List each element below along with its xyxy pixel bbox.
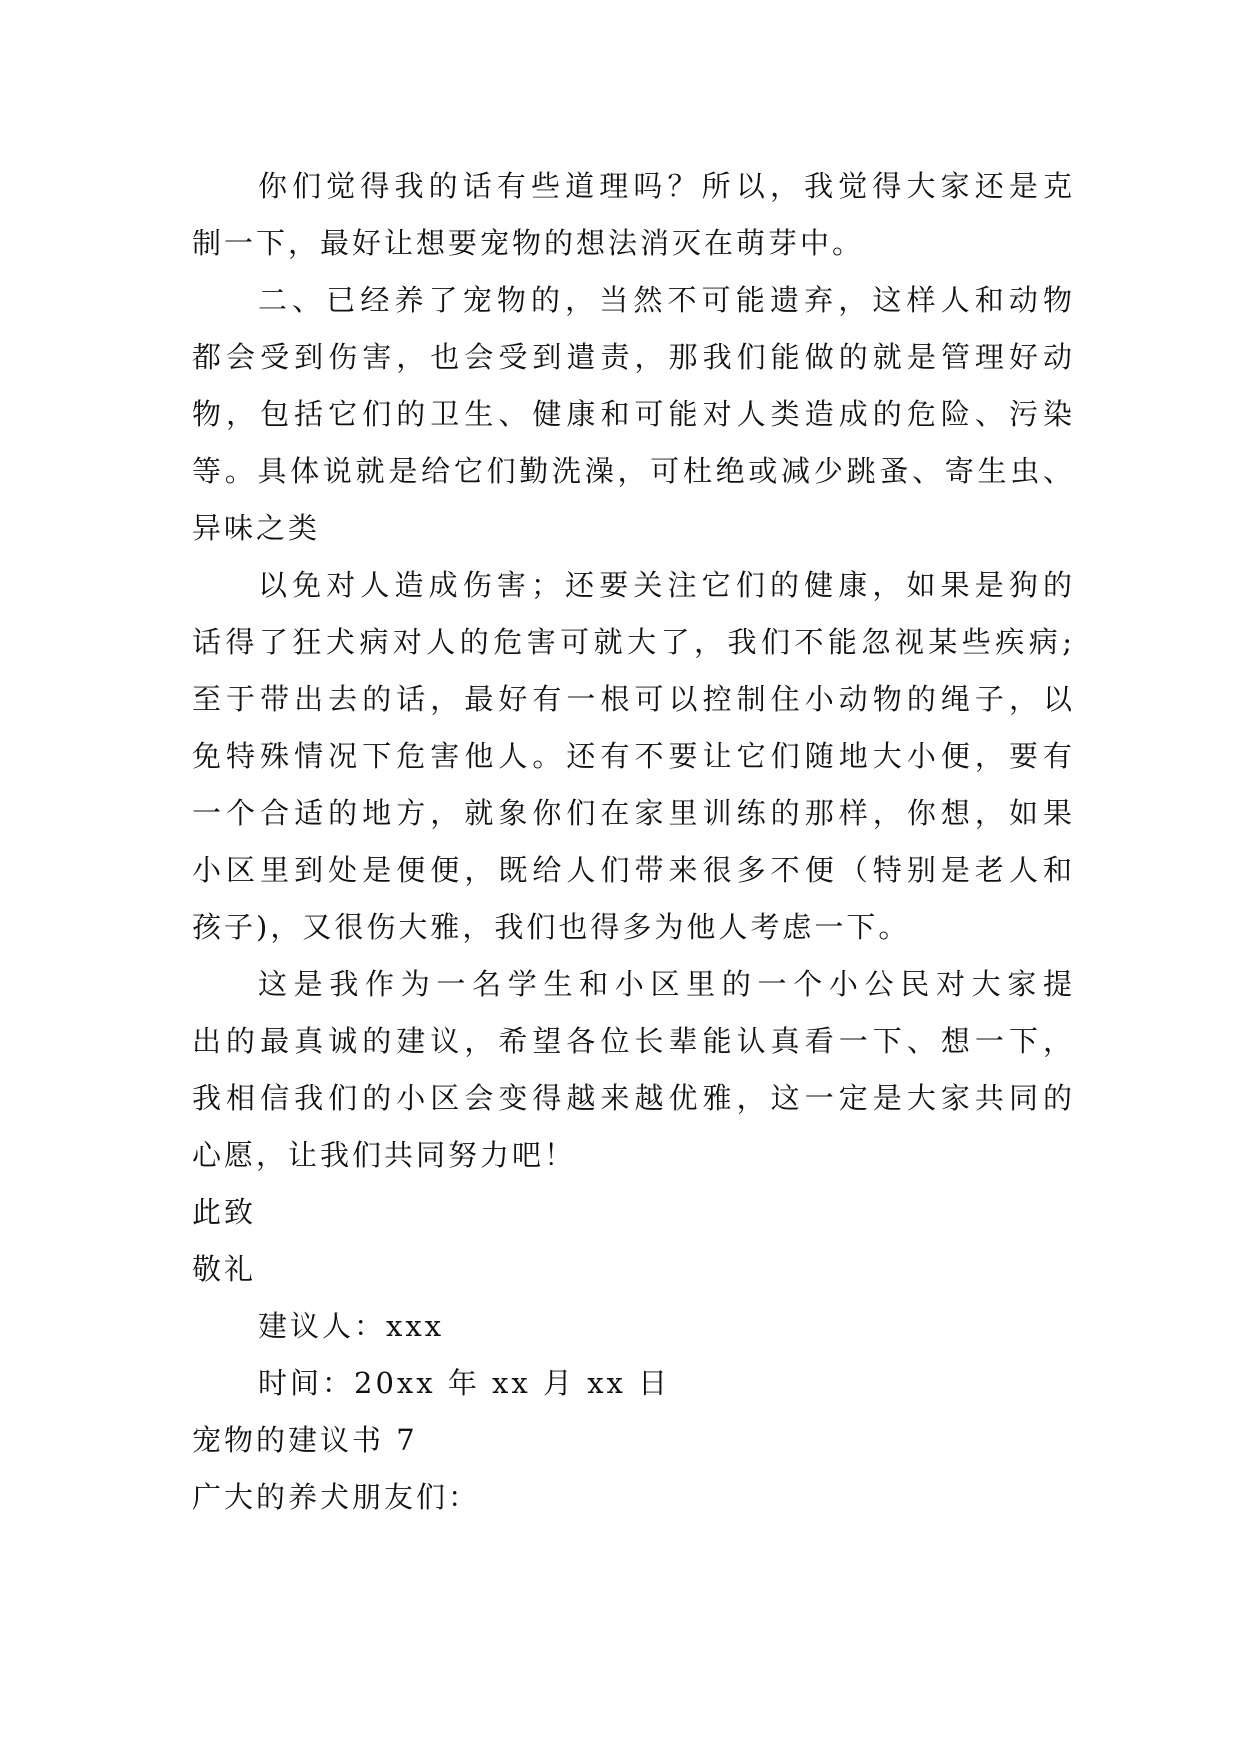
signature-author: 建议人：xxx — [258, 1309, 445, 1343]
paragraph-line: 物，包括它们的卫生、健康和可能对人类造成的危险、污染 — [192, 397, 1072, 431]
closing-salutation: 此致 — [192, 1195, 257, 1229]
paragraph-line: 免特殊情况下危害他人。还有不要让它们随地大小便，要有 — [192, 739, 1072, 773]
paragraph-line: 异味之类 — [192, 511, 321, 545]
paragraph-line: 二、已经养了宠物的，当然不可能遗弃，这样人和动物 — [258, 283, 1072, 317]
paragraph-line: 心愿，让我们共同努力吧！ — [192, 1138, 577, 1172]
paragraph-line: 这是我作为一名学生和小区里的一个小公民对大家提 — [258, 967, 1072, 1001]
paragraph-line: 出的最真诚的建议，希望各位长辈能认真看一下、想一下， — [192, 1024, 1072, 1058]
paragraph-line: 我相信我们的小区会变得越来越优雅，这一定是大家共同的 — [192, 1081, 1072, 1115]
paragraph-line: 制一下，最好让想要宠物的想法消灭在萌芽中。 — [192, 226, 865, 260]
paragraph-line: 以免对人造成伤害；还要关注它们的健康，如果是狗的 — [258, 568, 1072, 602]
paragraph-line: 话得了狂犬病对人的危害可就大了，我们不能忽视某些疾病; — [192, 625, 1072, 659]
paragraph-line: 至于带出去的话，最好有一根可以控制住小动物的绳子，以 — [192, 682, 1072, 716]
greeting-line: 广大的养犬朋友们： — [192, 1480, 481, 1514]
paragraph-line: 等。具体说就是给它们勤洗澡，可杜绝或减少跳蚤、寄生虫、 — [192, 454, 1072, 488]
closing-regards: 敬礼 — [192, 1252, 257, 1286]
paragraph-line: 孩子)，又很伤大雅，我们也得多为他人考虑一下。 — [192, 910, 911, 944]
signature-date: 时间：20xx 年 xx 月 xx 日 — [258, 1366, 671, 1400]
paragraph-line: 一个合适的地方，就象你们在家里训练的那样，你想，如果 — [192, 796, 1072, 830]
paragraph-line: 小区里到处是便便，既给人们带来很多不便（特别是老人和 — [192, 853, 1072, 887]
paragraph-line: 你们觉得我的话有些道理吗？所以，我觉得大家还是克 — [258, 169, 1072, 203]
paragraph-line: 都会受到伤害，也会受到遣责，那我们能做的就是管理好动 — [192, 340, 1072, 374]
section-title: 宠物的建议书 7 — [192, 1423, 418, 1457]
